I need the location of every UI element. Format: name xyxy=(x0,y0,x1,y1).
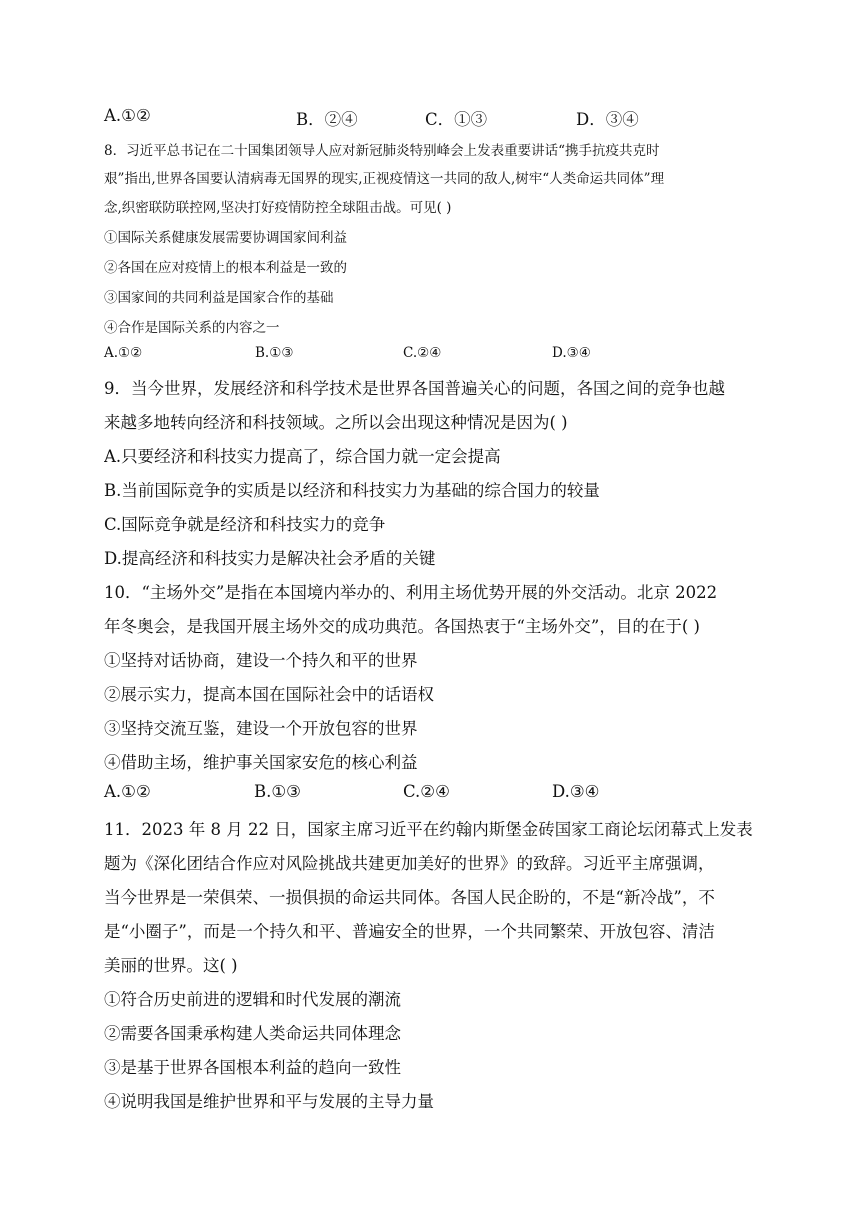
q10-item-3: ③坚持交流互鉴，建设一个开放包容的世界 xyxy=(104,719,418,738)
q10-option-b[interactable]: B.①③ xyxy=(254,782,301,801)
q10-option-c[interactable]: C.②④ xyxy=(403,782,450,801)
q9-choice-c[interactable]: C.国际竞争就是经济和科技实力的竞争 xyxy=(104,515,386,534)
q11-item-2: ②需要各国秉承构建人类命运共同体理念 xyxy=(104,1024,401,1043)
q7-option-b[interactable]: B．②④ xyxy=(296,110,358,129)
q10-option-d[interactable]: D.③④ xyxy=(552,782,600,801)
q8-stem-line-2: 艰”指出,世界各国要认清病毒无国界的现实,正视疫情这一共同的敌人,树牢“人类命运共同体”理 xyxy=(104,171,665,187)
q11-item-1: ①符合历史前进的逻辑和时代发展的潮流 xyxy=(104,990,401,1009)
q9-choice-a[interactable]: A.只要经济和科技实力提高了，综合国力就一定会提高 xyxy=(104,447,501,466)
q8-option-a[interactable]: A.①② xyxy=(104,345,143,361)
q8-options xyxy=(104,345,764,369)
q8-item-1: ①国际关系健康发展需要协调国家间利益 xyxy=(104,230,347,246)
q11-stem-line-2: 题为《深化团结合作应对风险挑战共建更加美好的世界》的致辞。习近平主席强调， xyxy=(104,854,715,873)
q9-choice-b[interactable]: B.当前国际竞争的实质是以经济和科技实力为基础的综合国力的较量 xyxy=(104,481,600,500)
q11-item-4: ④说明我国是维护世界和平与发展的主导力量 xyxy=(104,1092,434,1111)
q11-stem-line-1: 11．2023 年 8 月 22 日，国家主席习近平在约翰内斯堡金砖国家工商论坛闭幕式上发表 xyxy=(104,820,753,839)
q9-stem-line-1: 9．当今世界，发展经济和科学技术是世界各国普遍关心的问题，各国之间的竞争也越 xyxy=(104,379,725,398)
q10-item-1: ①坚持对话协商，建设一个持久和平的世界 xyxy=(104,651,418,670)
q8-option-b[interactable]: B.①③ xyxy=(255,345,294,361)
q8-item-4: ④合作是国际关系的内容之一 xyxy=(104,320,280,336)
q11-stem-line-5: 美丽的世界。这( ) xyxy=(104,956,238,975)
q9-choice-d[interactable]: D.提高经济和科技实力是解决社会矛盾的关键 xyxy=(104,549,436,568)
q10-options xyxy=(104,782,764,806)
q8-option-d[interactable]: D.③④ xyxy=(552,345,591,361)
q7-option-d[interactable]: D．③④ xyxy=(576,110,639,129)
q11-stem-line-3: 当今世界是一荣俱荣、一损俱损的命运共同体。各国人民企盼的，不是“新冷战”，不 xyxy=(104,888,715,907)
q10-item-2: ②展示实力，提高本国在国际社会中的话语权 xyxy=(104,685,434,704)
q7-option-c[interactable]: C．①③ xyxy=(425,110,488,129)
q8-stem-line-3: 念,织密联防联控网,坚决打好疫情防控全球阻击战。可见( ) xyxy=(104,200,452,216)
q8-stem-line-1: 8．习近平总书记在二十国集团领导人应对新冠肺炎特别峰会上发表重要讲话“携手抗疫共克时 xyxy=(104,143,660,159)
q11-item-3: ③是基于世界各国根本利益的趋向一致性 xyxy=(104,1058,401,1077)
q7-option-a[interactable]: A.①② xyxy=(104,106,151,125)
q9-stem-line-2: 来越多地转向经济和科技领域。之所以会出现这种情况是因为( ) xyxy=(104,413,568,432)
q10-item-4: ④借助主场，维护事关国家安危的核心利益 xyxy=(104,753,418,772)
q10-stem-line-2: 年冬奥会，是我国开展主场外交的成功典范。各国热衷于“主场外交”，目的在于( ) xyxy=(104,617,700,636)
q10-stem-line-1: 10．“主场外交”是指在本国境内举办的、利用主场优势开展的外交活动。北京 2022 xyxy=(104,583,718,602)
q8-option-c[interactable]: C.②④ xyxy=(403,345,442,361)
q8-item-3: ③国家间的共同利益是国家合作的基础 xyxy=(104,290,334,306)
q8-item-2: ②各国在应对疫情上的根本利益是一致的 xyxy=(104,260,347,276)
q11-stem-line-4: 是“小圈子”，而是一个持久和平、普遍安全的世界，一个共同繁荣、开放包容、清洁 xyxy=(104,922,715,941)
q7-options xyxy=(104,106,764,130)
q10-option-a[interactable]: A.①② xyxy=(104,782,151,801)
